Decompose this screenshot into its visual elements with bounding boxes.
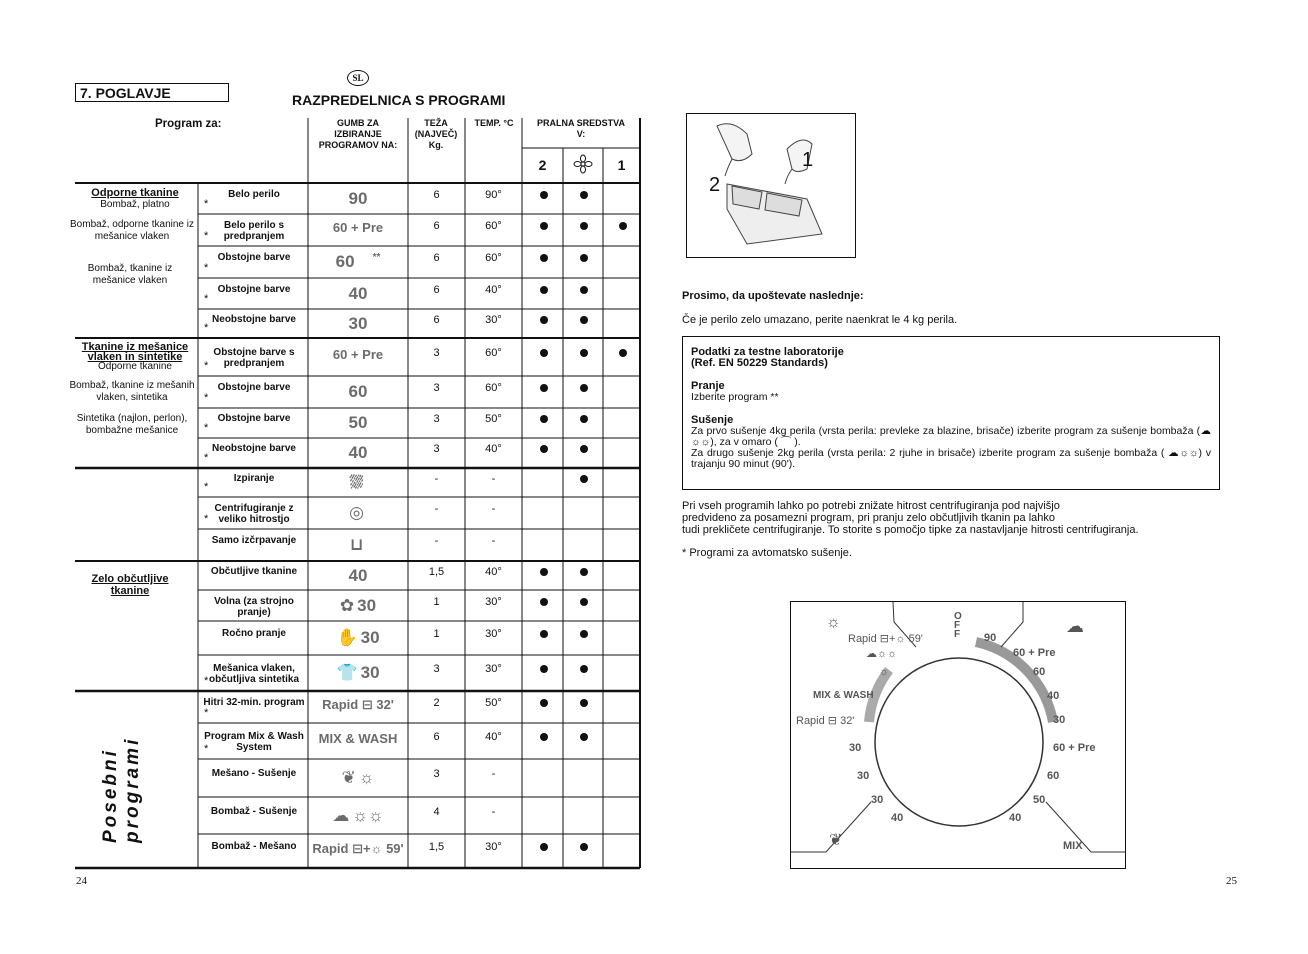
auto-dry-star: *: [204, 481, 209, 493]
temp-cell: 30°: [485, 595, 502, 608]
knob-setting: [308, 566, 408, 586]
weight-cell: 6: [433, 252, 440, 264]
auto-dry-star: *: [204, 707, 209, 719]
program-name: Bombaž - Mešano: [211, 841, 297, 852]
knob-setting: [308, 731, 408, 746]
spin-note: [682, 500, 1139, 536]
auto-dry-star: *: [204, 360, 209, 372]
detergent-dot: [619, 349, 627, 357]
weight-cell: -: [434, 503, 439, 515]
group-sub-text: Bombaž, tkanine iz mešanice vlaken: [87, 263, 173, 286]
knob-text: 30: [357, 595, 377, 615]
spin-line: tudi prekličete centrifugiranje. To storite s pomočjo tipke za nastavljanje hitrosti centrifugiranja.: [682, 524, 1139, 536]
knob-setting: [308, 347, 408, 362]
knob-setting: [308, 413, 408, 433]
knob-text: 30: [360, 663, 380, 682]
header-det-2: 2: [538, 157, 547, 173]
panel-60pre-syn: 60 + Pre: [1053, 742, 1096, 754]
knob-text: 50: [348, 413, 368, 432]
drawer-illustration: [686, 113, 856, 258]
panel-delicate40: 40: [891, 812, 904, 824]
weight-cell: 3: [433, 768, 440, 780]
detergent-dot: [540, 316, 548, 324]
program-name: Volna (za strojno pranje): [214, 595, 294, 618]
group-sub-text: Bombaž, tkanine iz mešanih vlaken, sintetika: [69, 380, 195, 403]
temp-cell: -: [491, 472, 496, 485]
knob-text: ☼: [358, 768, 375, 787]
knob-setting: [308, 663, 408, 683]
program-name: Obstojne barve: [217, 382, 291, 393]
group-sub: Odporne tkanine: [98, 361, 172, 372]
page-title: RAZPREDELNICA S PROGRAMI: [292, 92, 506, 108]
knob-text: 60 + Pre: [332, 347, 384, 362]
header-knob: GUMB ZA IZBIRANJE PROGRAMOV NA:: [318, 118, 398, 150]
spin-line: Pri vseh programih lahko po potrebi znižate hitrost centrifugiranja pod najvišjo: [682, 500, 1060, 512]
spin-line: predvideno za posamezni program, pri pranju zelo občutljivih tkanin pa lahko: [682, 512, 1055, 524]
weight-cell: 6: [433, 188, 440, 201]
temp-cell: -: [491, 805, 496, 818]
panel-hand30: 30: [857, 770, 870, 782]
auto-dry-star: *: [204, 675, 209, 687]
temp-cell: -: [491, 535, 496, 547]
auto-dry-star: *: [204, 230, 209, 242]
header-detergent: PRALNA SREDSTVA V:: [536, 118, 625, 139]
knob-text: 60 + Pre: [332, 220, 384, 235]
lab-ref: (Ref. EN 50229 Standards): [691, 357, 828, 369]
control-panel: [790, 601, 1126, 869]
program-name: Belo perilo s predpranjem: [223, 220, 285, 242]
wool-icon: ✿: [339, 595, 355, 615]
panel-30: 30: [1053, 714, 1066, 726]
knob-text: 60: [335, 252, 355, 271]
panel-mixwash: MIX & WASH: [813, 690, 874, 701]
weight-cell: 3: [433, 347, 440, 359]
detergent-dot: [580, 222, 588, 230]
handwash-icon: ✋: [336, 628, 358, 647]
panel-rapid59: Rapid ⊟+☼ 59': [848, 633, 923, 645]
group-special: [100, 715, 160, 845]
program-name: Ročno pranje: [222, 628, 286, 639]
weight-cell: 1: [433, 628, 440, 640]
panel-50-syn: 50: [1033, 794, 1046, 806]
detergent-dot: [580, 568, 588, 576]
program-name: Mešano - Sušenje: [211, 768, 297, 779]
detergent-dot: [580, 191, 588, 199]
detergent-dot: [619, 222, 627, 230]
detergent-dot: [540, 384, 548, 392]
temp-cell: 40°: [485, 565, 502, 578]
page-number-right: 25: [1226, 875, 1237, 887]
program-name: Občutljive tkanine: [210, 565, 298, 577]
program-name: Program Mix & Wash System: [204, 731, 304, 753]
group-sub-text: Sintetika (najlon, perlon), bombažne mešanice: [76, 413, 188, 436]
knob-setting: [308, 443, 408, 463]
panel-cotton-dry: ☁☼☼: [866, 648, 898, 660]
detergent-dot: [540, 415, 548, 423]
page-number-left: 24: [76, 875, 87, 887]
knob-text: 30: [360, 628, 380, 647]
lab-data-box: [682, 336, 1220, 490]
detergent-dot: [580, 843, 588, 851]
detergent-dot: [540, 733, 548, 741]
panel-mix30: 30: [849, 742, 862, 754]
wash-heading: Pranje: [691, 380, 725, 392]
detergent-dot: [540, 445, 548, 453]
program-name: Belo perilo: [228, 188, 280, 200]
note-text: Če je perilo zelo umazano, perite naenkrat le 4 kg perila.: [682, 314, 958, 326]
knob-setting: [308, 220, 408, 235]
temp-cell: 60°: [485, 347, 502, 359]
detergent-dot: [580, 415, 588, 423]
language-logo: SL: [347, 70, 369, 86]
program-name: Obstojne barve: [217, 413, 291, 424]
auto-dry-star: *: [204, 743, 209, 755]
weight-cell: 3: [433, 443, 440, 455]
knob-setting: [308, 535, 408, 555]
detergent-dot: [580, 699, 588, 707]
panel-40: 40: [1047, 690, 1060, 702]
detergent-dot: [540, 191, 548, 199]
weight-cell: 1: [433, 595, 440, 608]
note-title: Prosimo, da upoštevate naslednje:: [682, 290, 864, 302]
knob-text: Rapid ⊟ 32': [322, 697, 394, 712]
off-label: OFF: [954, 611, 962, 640]
detergent-dot: [540, 699, 548, 707]
knob-extra: **: [372, 252, 381, 263]
program-name: Centrifugiranje z veliko hitrostjo: [214, 503, 294, 525]
rinse-icon: ⛆: [349, 472, 364, 492]
detergent-dot: [580, 349, 588, 357]
knob-setting: [308, 596, 408, 616]
dry-heading: Sušenje: [691, 414, 734, 426]
wash-text: Izberite program **: [691, 391, 779, 403]
temp-cell: 90°: [485, 188, 502, 201]
auto-dry-star: *: [204, 198, 209, 210]
weight-cell: 3: [433, 663, 440, 675]
weight-cell: 6: [433, 313, 440, 326]
weight-cell: 3: [433, 413, 440, 425]
drain-icon: ⊔: [349, 535, 364, 554]
panel-rapid32: Rapid ⊟ 32': [796, 715, 855, 727]
panel-mix-dry: ☼: [879, 666, 890, 678]
drawer-label-2: 2: [709, 174, 721, 196]
program-name: Bombaž - Sušenje: [210, 805, 298, 817]
program-name: Mešanica vlaken, občutljiva sintetika: [208, 663, 300, 685]
knob-text: ☼☼: [352, 805, 384, 825]
weight-cell: 6: [433, 220, 440, 232]
program-name: Obstojne barve s predpranjem: [213, 347, 295, 369]
detergent-dot: [580, 475, 588, 483]
temp-cell: 30°: [485, 841, 502, 853]
temp-cell: 60°: [485, 382, 502, 394]
program-name: Samo izčrpavanje: [211, 535, 297, 546]
detergent-dot: [580, 630, 588, 638]
temp-cell: 40°: [485, 443, 502, 455]
cloud-icon: ☁: [332, 805, 350, 825]
detergent-dot: [540, 843, 548, 851]
knob-setting: [308, 284, 408, 304]
knob-setting: [308, 189, 408, 209]
temp-cell: 30°: [485, 663, 502, 675]
group-resistant: [75, 187, 195, 211]
weight-cell: 6: [433, 731, 440, 743]
knob-text: 30: [348, 313, 368, 333]
cloud-icon: ☁: [1066, 616, 1084, 636]
temp-cell: 40°: [485, 283, 502, 296]
panel-60pre: 60 + Pre: [1013, 647, 1056, 659]
program-name: Obstojne barve: [217, 283, 291, 295]
leaf-icon: ❦: [341, 768, 356, 787]
knob-setting: [308, 806, 408, 826]
drawer-label-1: 1: [802, 149, 814, 171]
knob-text: MIX & WASH: [318, 731, 398, 746]
group-head: Zelo občutljive tkanine: [91, 573, 169, 597]
auto-dry-note: * Programi za avtomatsko sušenje.: [682, 547, 852, 559]
group-head: Odporne tkanine: [91, 187, 179, 199]
knob-setting: [308, 252, 408, 272]
knob-setting: [308, 314, 408, 334]
detergent-dot: [580, 316, 588, 324]
detergent-dot: [580, 445, 588, 453]
program-name: Obstojne barve: [217, 252, 291, 263]
detergent-dot: [540, 222, 548, 230]
weight-cell: 6: [433, 283, 440, 296]
program-name: Neobstojne barve: [212, 443, 296, 454]
weight-cell: 3: [433, 382, 440, 394]
knob-setting: [308, 768, 408, 788]
program-name: Izpiranje: [233, 472, 275, 484]
temp-cell: 50°: [485, 413, 502, 425]
panel-mix-label: MIX: [1063, 840, 1083, 852]
temp-cell: -: [491, 503, 496, 515]
auto-dry-star: *: [204, 262, 209, 274]
temp-cell: 40°: [485, 731, 502, 743]
knob-setting: [308, 697, 408, 713]
group-head: Tkanine iz mešanice vlaken in sintetike: [81, 341, 189, 363]
header-det-1: 1: [617, 157, 626, 173]
knob-text: 60: [348, 382, 368, 401]
program-name: Neobstojne barve: [212, 313, 296, 325]
knob-text: 40: [348, 443, 368, 462]
sun-icon: ☼: [826, 614, 841, 631]
panel-wool30: 30: [871, 794, 884, 806]
temp-cell: 60°: [485, 252, 502, 264]
temp-cell: 50°: [485, 697, 502, 709]
knob-text: Rapid ⊟+☼ 59': [312, 841, 404, 856]
detergent-dot: [540, 598, 548, 606]
detergent-dot: [580, 254, 588, 262]
shirt-icon: 👕: [336, 663, 358, 682]
weight-cell: 4: [433, 805, 440, 818]
knob-setting: [308, 503, 408, 523]
auto-dry-star: *: [204, 293, 209, 305]
detergent-dot: [540, 286, 548, 294]
leaf-icon: ❦: [829, 832, 843, 849]
group-head: Posebni programi: [100, 736, 143, 843]
lab-title: Podatki za testne laboratorije: [691, 346, 844, 358]
detergent-dot: [580, 733, 588, 741]
detergent-dot: [580, 384, 588, 392]
temp-cell: 60°: [485, 220, 502, 232]
program-name: Hitri 32-min. program: [203, 697, 305, 708]
detergent-dot: [580, 665, 588, 673]
group-sub: Bombaž, platno: [100, 199, 170, 210]
knob-text: 90: [348, 188, 368, 208]
knob-setting: [308, 841, 408, 857]
knob-setting: [308, 473, 408, 493]
flower-icon: [573, 154, 593, 179]
temp-cell: 30°: [485, 628, 502, 640]
header-temp: TEMP. °C: [474, 118, 514, 128]
knob-setting: [308, 628, 408, 648]
weight-cell: 1,5: [428, 841, 445, 853]
weight-cell: 1,5: [428, 565, 445, 578]
detergent-dot: [580, 598, 588, 606]
auto-dry-star: *: [204, 452, 209, 464]
auto-dry-star: *: [204, 513, 209, 525]
spin-icon: ◎: [349, 503, 364, 522]
temp-cell: 30°: [485, 313, 502, 326]
group-sub-text: Bombaž, odporne tkanine iz mešanice vlaken: [70, 219, 194, 242]
panel-60-syn: 60: [1047, 770, 1060, 782]
detergent-dot: [580, 286, 588, 294]
knob-text: 40: [348, 565, 368, 585]
detergent-dot: [540, 254, 548, 262]
detergent-dot: [540, 665, 548, 673]
knob-text: 40: [348, 283, 368, 303]
panel-60: 60: [1033, 666, 1046, 678]
weight-cell: 2: [433, 697, 440, 709]
group-mixed: [75, 342, 195, 372]
knob-setting: [308, 382, 408, 402]
detergent-dot: [540, 349, 548, 357]
detergent-dot: [540, 630, 548, 638]
panel-90: 90: [984, 632, 997, 644]
dry-text-2: Za drugo sušenje 2kg perila (vrsta perila: 2 rjuhe in brisače) izberite program za sušenje bombaža ( ☁☼☼) v trajanju 90 minut (90').: [691, 447, 1211, 470]
panel-40-syn: 40: [1009, 812, 1022, 824]
auto-dry-star: *: [204, 322, 209, 334]
group-delicate: [85, 573, 175, 597]
detergent-dot: [540, 568, 548, 576]
weight-cell: -: [434, 472, 439, 485]
header-weight: TEŽA (NAJVEČ) Kg.: [414, 118, 458, 150]
weight-cell: -: [434, 535, 439, 547]
dry-text-1: Za prvo sušenje 4kg perila (vrsta perila: prevleke za blazine, brisače) izberite program za sušenje bombaža (☁☼☼), za v omaro ( ⌒ ).: [691, 425, 1211, 448]
program-for-label: Program za:: [155, 118, 222, 130]
auto-dry-star: *: [204, 422, 209, 434]
auto-dry-star: *: [204, 392, 209, 404]
temp-cell: -: [491, 768, 496, 780]
chapter-label: 7. POGLAVJE: [75, 83, 229, 102]
